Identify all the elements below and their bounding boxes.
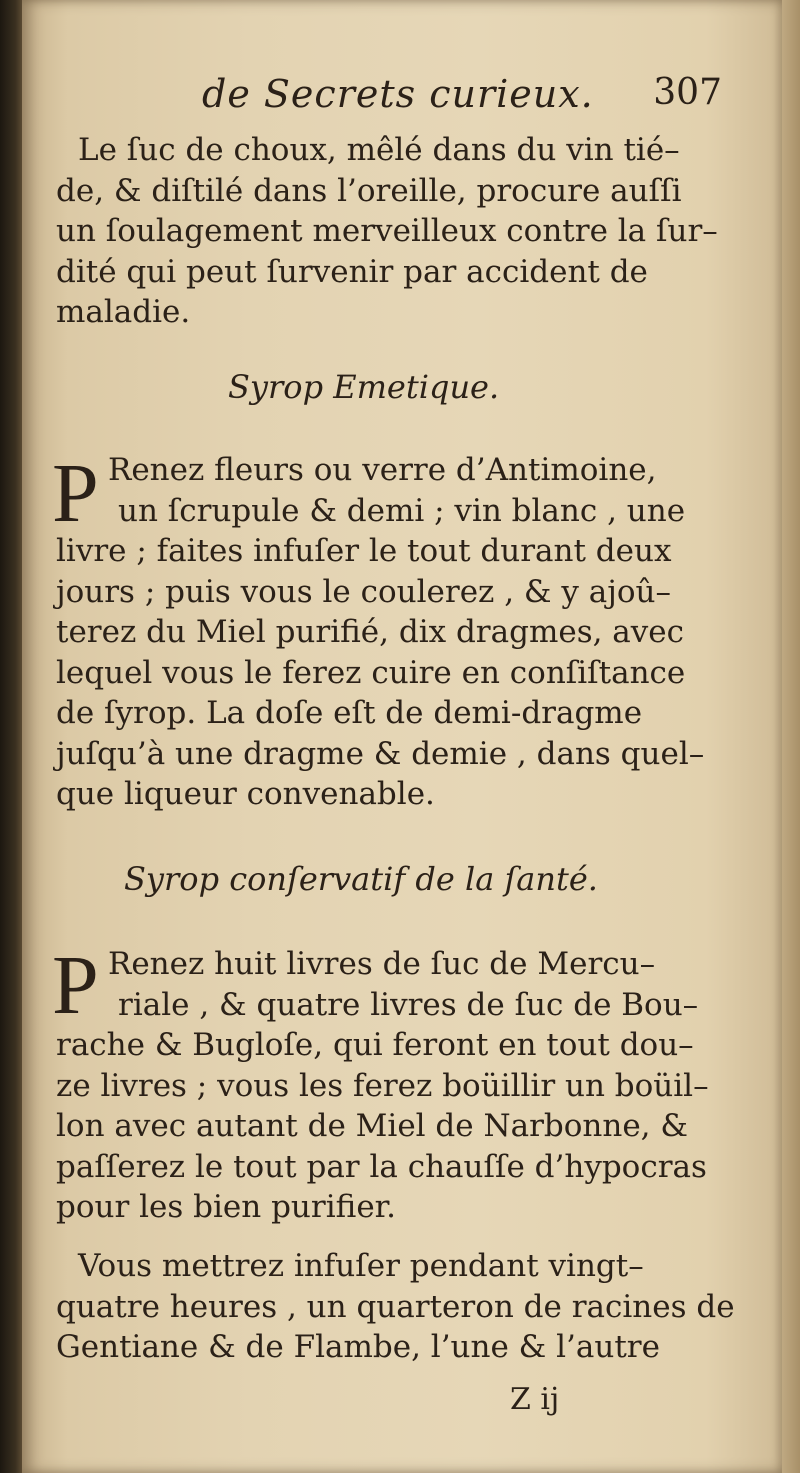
paragraph-line: jours ; puis vous le coulerez , & y ajoû–: [56, 573, 671, 610]
paragraph-line: paſſerez le tout par la chauſſe d’hypocras: [56, 1148, 707, 1185]
section-1-body: [56, 450, 705, 815]
paragraph-line: Renez huit livres de ſuc de Mercu–: [108, 946, 656, 982]
page-number: 307: [653, 72, 722, 113]
paragraph-line: dité qui peut ſurvenir par accident de: [56, 253, 648, 290]
paragraph-line: Vous mettrez infuſer pendant vingt–: [78, 1248, 644, 1284]
paragraph-line: un ſoulagement merveilleux contre la ſur–: [56, 213, 718, 249]
signature-mark: Z ij: [510, 1382, 560, 1417]
book-page: [22, 0, 782, 1473]
paragraph-line: quatre heures , un quarteron de racines de: [56, 1288, 735, 1325]
paragraph-line: de ſyrop. La doſe eſt de demi-dragme: [56, 695, 643, 731]
paragraph-line: de, & diſtilé dans l’oreille, procure auſſi: [56, 172, 682, 209]
paragraph-line: que liqueur convenable.: [56, 776, 435, 812]
paragraph-1: [56, 130, 718, 333]
paragraph-line: Renez fleurs ou verre d’Antimoine,: [108, 452, 657, 488]
paragraph-line: ze livres ; vous les ferez boüillir un boüil–: [56, 1067, 709, 1104]
page-edge: [782, 0, 800, 1473]
paragraph-line: maladie.: [56, 294, 191, 330]
section-heading-emetique: Syrop Emetique.: [228, 368, 500, 406]
paragraph-line: livre ; faites infuſer le tout durant deux: [56, 533, 672, 569]
drop-cap: P: [52, 447, 99, 540]
paragraph-line: Le ſuc de choux, mêlé dans du vin tié–: [78, 132, 680, 168]
section-2-body: [56, 944, 709, 1228]
paragraph-line: Gentiane & de Flambe, l’une & l’autre: [56, 1329, 660, 1365]
paragraph-line: terez du Miel purifié, dix dragmes, avec: [56, 614, 685, 650]
running-head: [202, 72, 722, 122]
book-gutter: [0, 0, 22, 1473]
section-heading-conservatif: Syrop conſervatif de la ſanté.: [124, 860, 598, 898]
paragraph-2: [56, 1246, 735, 1368]
paragraph-line: un ſcrupule & demi ; vin blanc , une: [118, 492, 686, 529]
paragraph-line: rache & Bugloſe, qui feront en tout dou–: [56, 1027, 694, 1063]
paragraph-line: pour les bien purifier.: [56, 1189, 396, 1225]
paragraph-line: juſqu’à une dragme & demie , dans quel–: [56, 735, 705, 772]
paragraph-line: lon avec autant de Miel de Narbonne, &: [56, 1108, 688, 1144]
drop-cap: P: [52, 939, 99, 1032]
running-title: de Secrets curieux.: [202, 72, 594, 116]
paragraph-line: lequel vous le ferez cuire en conſiſtance: [56, 654, 686, 691]
paragraph-line: riale , & quatre livres de ſuc de Bou–: [118, 986, 699, 1023]
